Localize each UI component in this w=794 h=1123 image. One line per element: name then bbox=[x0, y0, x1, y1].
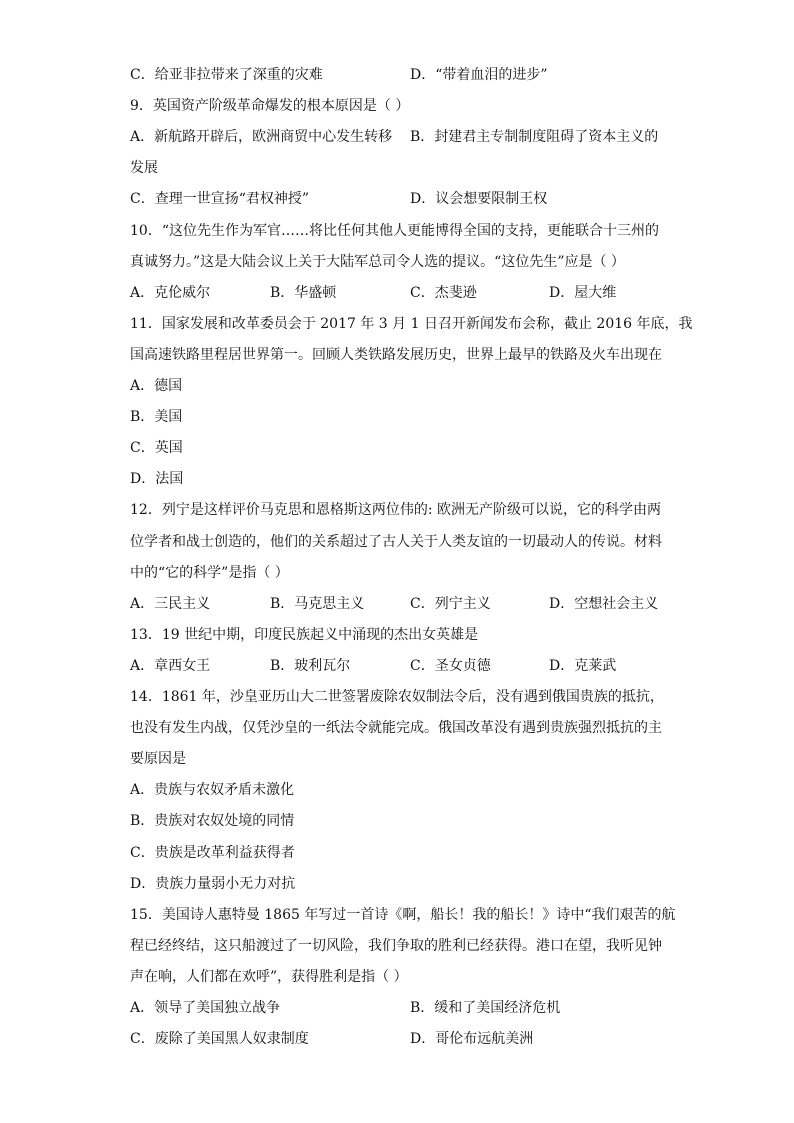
option-right: D．哥伦布远航美洲 bbox=[410, 1031, 534, 1048]
option-a: A．三民主义 bbox=[130, 595, 211, 612]
text-line: 中的“它的科学”是指（ ） bbox=[130, 564, 289, 581]
option-b: B．马克思主义 bbox=[270, 595, 365, 612]
option-b: B．华盛顿 bbox=[270, 284, 337, 301]
option-right: B．封建君主专制制度阻碍了资本主义的 bbox=[410, 129, 659, 146]
text-line: C．英国 bbox=[130, 440, 183, 457]
option-c: C．圣女贞德 bbox=[410, 657, 491, 674]
text-line: 11．国家发展和改革委员会于 2017 年 3 月 1 日召开新闻发布会称，截止 2016 年底，我 bbox=[130, 315, 693, 332]
option-right: D．“带着血泪的进步” bbox=[410, 67, 548, 83]
option-row bbox=[130, 186, 670, 212]
option-left: C．给亚非拉带来了深重的灾难 bbox=[130, 67, 323, 83]
text-line: A．德国 bbox=[130, 378, 183, 394]
text-line: 要原因是 bbox=[130, 751, 186, 768]
text-line: D．法国 bbox=[130, 471, 184, 488]
option-row bbox=[130, 280, 670, 306]
option-row bbox=[130, 653, 670, 679]
option-a: A．克伦威尔 bbox=[130, 284, 211, 301]
option-right: B．缓和了美国经济危机 bbox=[410, 1000, 561, 1016]
option-left: A．新航路开辟后，欧洲商贸中心发生转移 bbox=[130, 129, 393, 146]
text-line: 14．1861 年，沙皇亚历山大二世签署废除农奴制法令后，没有遇到俄国贵族的抵抗， bbox=[130, 689, 664, 705]
text-line: B．美国 bbox=[130, 409, 183, 426]
option-row bbox=[130, 1026, 670, 1052]
text-line: 9．英国资产阶级革命爆发的根本原因是（ ） bbox=[130, 98, 410, 115]
option-row bbox=[130, 62, 670, 88]
option-row bbox=[130, 124, 670, 150]
text-line: 12．列宁是这样评价马克思和恩格斯这两位伟的: 欧洲无产阶级可以说，它的科学由两 bbox=[130, 502, 661, 519]
option-b: B．玻利瓦尔 bbox=[270, 657, 351, 674]
text-line: B．贵族对农奴处境的同情 bbox=[130, 813, 295, 830]
text-line: 发展 bbox=[130, 160, 158, 177]
option-left: A．领导了美国独立战争 bbox=[130, 1000, 281, 1016]
option-c: C．杰斐逊 bbox=[410, 284, 477, 301]
option-row bbox=[130, 591, 670, 617]
text-line: 程已经终结，这只船渡过了一切风险，我们争取的胜利已经获得。港口在望，我听见钟 bbox=[130, 937, 662, 954]
option-c: C．列宁主义 bbox=[410, 595, 491, 612]
option-d: D．克莱武 bbox=[549, 657, 617, 674]
option-right: D．议会想要限制王权 bbox=[410, 191, 548, 208]
option-a: A．章西女王 bbox=[130, 657, 211, 674]
text-line: 也没有发生内战，仅凭沙皇的一纸法令就能完成。俄国改革没有遇到贵族强烈抵抗的主 bbox=[130, 720, 662, 737]
option-left: C．查理一世宣扬“君权神授” bbox=[130, 191, 310, 208]
text-line: 15．美国诗人惠特曼 1865 年写过一首诗《啊，船长！我的船长！》诗中“我们艰苦的航 bbox=[130, 906, 676, 923]
option-d: D．屋大维 bbox=[549, 284, 617, 301]
text-line: 声在响，人们都在欢呼”，获得胜利是指（ ） bbox=[130, 968, 408, 985]
option-left: C．废除了美国黑人奴隶制度 bbox=[130, 1031, 309, 1048]
text-line: 真诚努力。”这是大陆会议上关于大陆军总司令人选的提议。“这位先生”应是（ ） bbox=[130, 253, 625, 270]
text-line: 国高速铁路里程居世界第一。回顾人类铁路发展历史，世界上最早的铁路及火车出现在 bbox=[130, 346, 662, 363]
text-line: A．贵族与农奴矛盾未激化 bbox=[130, 782, 295, 799]
text-line: 10．“这位先生作为军官……将比任何其他人更能博得全国的支持，更能联合十三州的 bbox=[130, 222, 659, 239]
text-line: 13．19 世纪中期，印度民族起义中涌现的杰出女英雄是 bbox=[130, 626, 479, 643]
text-line: C．贵族是改革利益获得者 bbox=[130, 844, 295, 861]
text-line: 位学者和战士创造的，他们的关系超过了古人关于人类友谊的一切最动人的传说。材料 bbox=[130, 533, 662, 550]
option-d: D．空想社会主义 bbox=[549, 595, 659, 612]
option-row bbox=[130, 995, 670, 1021]
text-line: D．贵族力量弱小无力对抗 bbox=[130, 875, 296, 892]
